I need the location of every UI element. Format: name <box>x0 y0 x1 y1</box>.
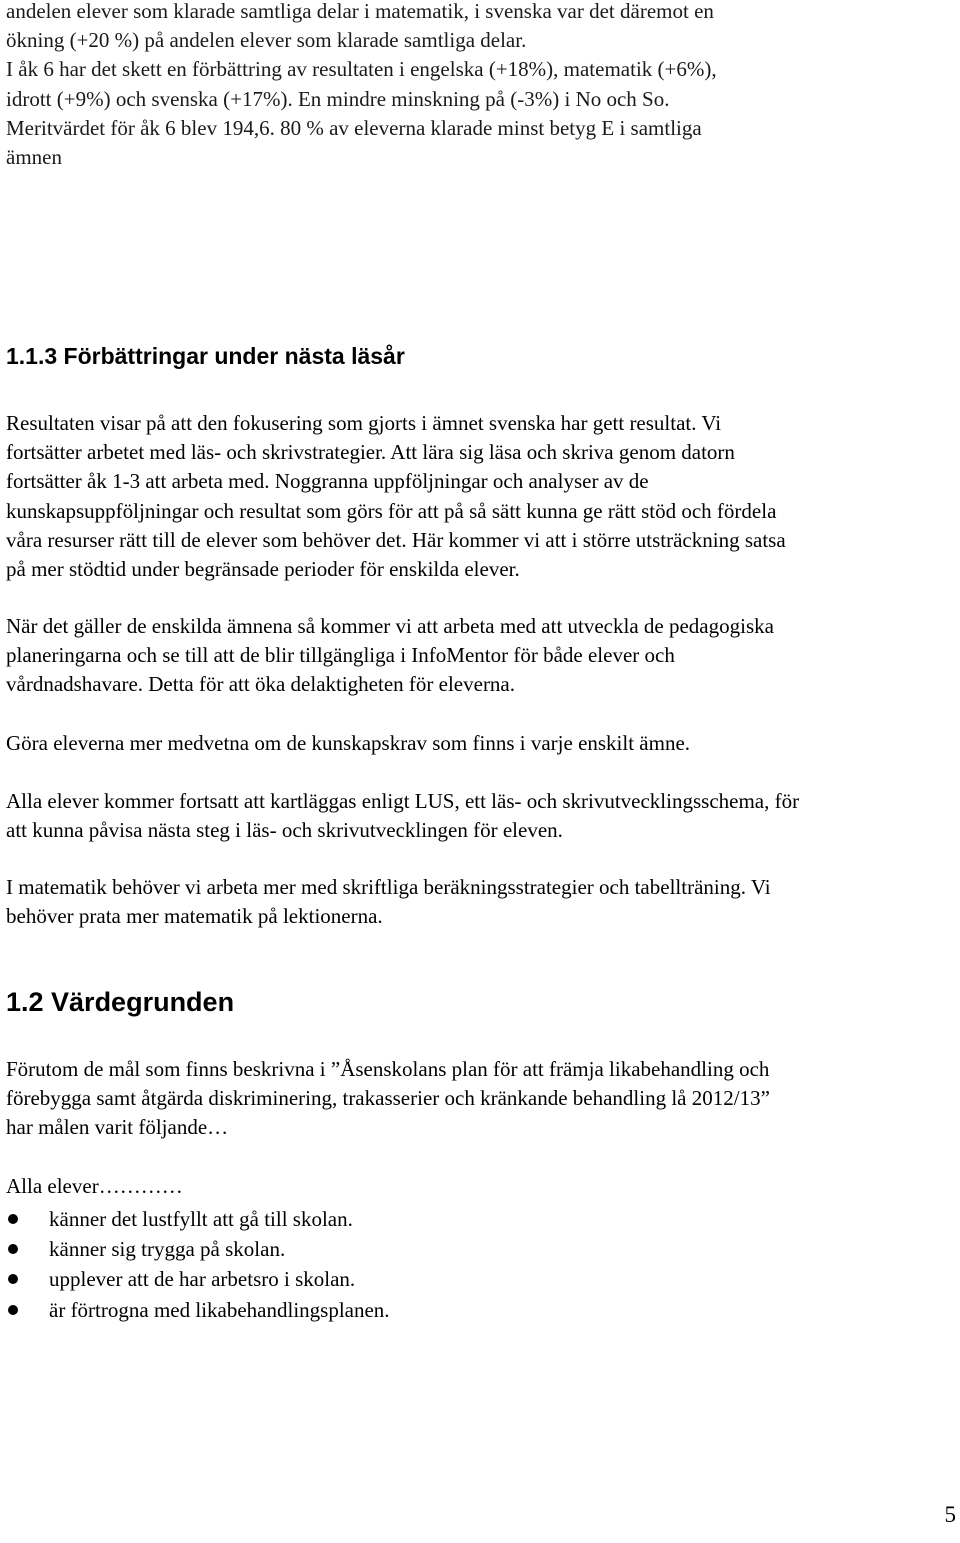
text-line: ökning (+20 %) på andelen elever som klarade samtliga delar. <box>6 28 527 53</box>
bullet-icon <box>8 1274 18 1284</box>
text-line: planeringarna och se till att de blir tillgängliga i InfoMentor för både elever och <box>6 643 675 668</box>
section-heading-1-2: 1.2 Värdegrunden <box>6 987 235 1017</box>
text-line: Alla elever kommer fortsatt att kartläggas enligt LUS, ett läs- och skrivutvecklingsschema, för <box>6 789 800 813</box>
text-line: kunskapsuppföljningar och resultat som görs för att på så sätt kunna ge rätt stöd och fördela <box>6 498 777 523</box>
text-line: Förutom de mål som finns beskrivna i ”Åsenskolans plan för att främja likabehandling och <box>6 1057 770 1081</box>
list-item <box>6 1204 960 1234</box>
text-line: att kunna påvisa nästa steg i läs- och skrivutvecklingen för eleven. <box>6 818 563 843</box>
text-line: I matematik behöver vi arbeta mer med skriftliga beräkningsstrategier och tabellträning. Vi <box>6 875 771 899</box>
page-number: 5 <box>944 1502 956 1527</box>
bullet-icon <box>8 1305 18 1315</box>
paragraph-results <box>6 409 960 584</box>
text-line: behöver prata mer matematik på lektionerna. <box>6 904 383 929</box>
list-item-text: känner sig trygga på skolan. <box>49 1237 286 1262</box>
list-item-text: är förtrogna med likabehandlingsplanen. <box>49 1297 390 1322</box>
list-item-text: upplever att de har arbetsro i skolan. <box>49 1267 356 1292</box>
section-heading-1-1-3: 1.1.3 Förbättringar under nästa läsår <box>6 343 405 369</box>
list-item <box>6 1234 960 1264</box>
text-line: har målen varit följande… <box>6 1115 229 1140</box>
text-line: våra resurser rätt till de elever som behöver det. Här kommer vi att i större utsträckning satsa <box>6 527 786 552</box>
text-line: Meritvärdet för åk 6 blev 194,6. 80 % av eleverna klarade minst betyg E i samtliga <box>6 115 702 140</box>
list-item <box>6 1295 960 1325</box>
text-line: andelen elever som klarade samtliga delar i matematik, i svenska var det däremot en <box>6 0 714 23</box>
paragraph-math <box>6 873 960 931</box>
paragraph-goals <box>6 1055 960 1143</box>
text-line: Göra eleverna mer medvetna om de kunskapskrav som finns i varje enskilt ämne. <box>6 731 691 755</box>
intro-paragraph <box>6 0 960 172</box>
text-line: fortsätter åk 1-3 att arbeta med. Noggranna uppföljningar och analyser av de <box>6 469 649 494</box>
text-line: När det gäller de enskilda ämnena så kommer vi att arbeta med att utveckla de pedagogiska <box>6 614 774 638</box>
text-line: vårdnadshavare. Detta för att öka delaktigheten för eleverna. <box>6 672 516 697</box>
paragraph-awareness <box>6 729 960 758</box>
text-line: fortsätter arbetet med läs- och skrivstrategier. Att lära sig läsa och skriva genom datorn <box>6 440 735 465</box>
text-line: förebygga samt åtgärda diskriminering, trakasserier och kränkande behandling lå 2012/13” <box>6 1086 770 1111</box>
text-line: idrott (+9%) och svenska (+17%). En mindre minskning på (-3%) i No och So. <box>6 86 670 111</box>
text-line: Alla elever………… <box>6 1174 183 1198</box>
text-line: Resultaten visar på att den fokusering som gjorts i ämnet svenska har gett resultat. Vi <box>6 411 722 435</box>
paragraph-lus <box>6 787 960 845</box>
text-line: på mer stödtid under begränsade perioder för enskilda elever. <box>6 556 520 581</box>
bullet-icon <box>8 1244 18 1254</box>
goals-bullet-list <box>6 1204 960 1325</box>
list-item <box>6 1264 960 1294</box>
list-item-text: känner det lustfyllt att gå till skolan. <box>49 1207 353 1231</box>
text-line: ämnen <box>6 144 62 169</box>
bullet-icon <box>8 1214 18 1224</box>
paragraph-subjects <box>6 612 960 700</box>
text-line: I åk 6 har det skett en förbättring av resultaten i engelska (+18%), matematik (+6%), <box>6 57 717 82</box>
list-intro <box>6 1172 960 1201</box>
